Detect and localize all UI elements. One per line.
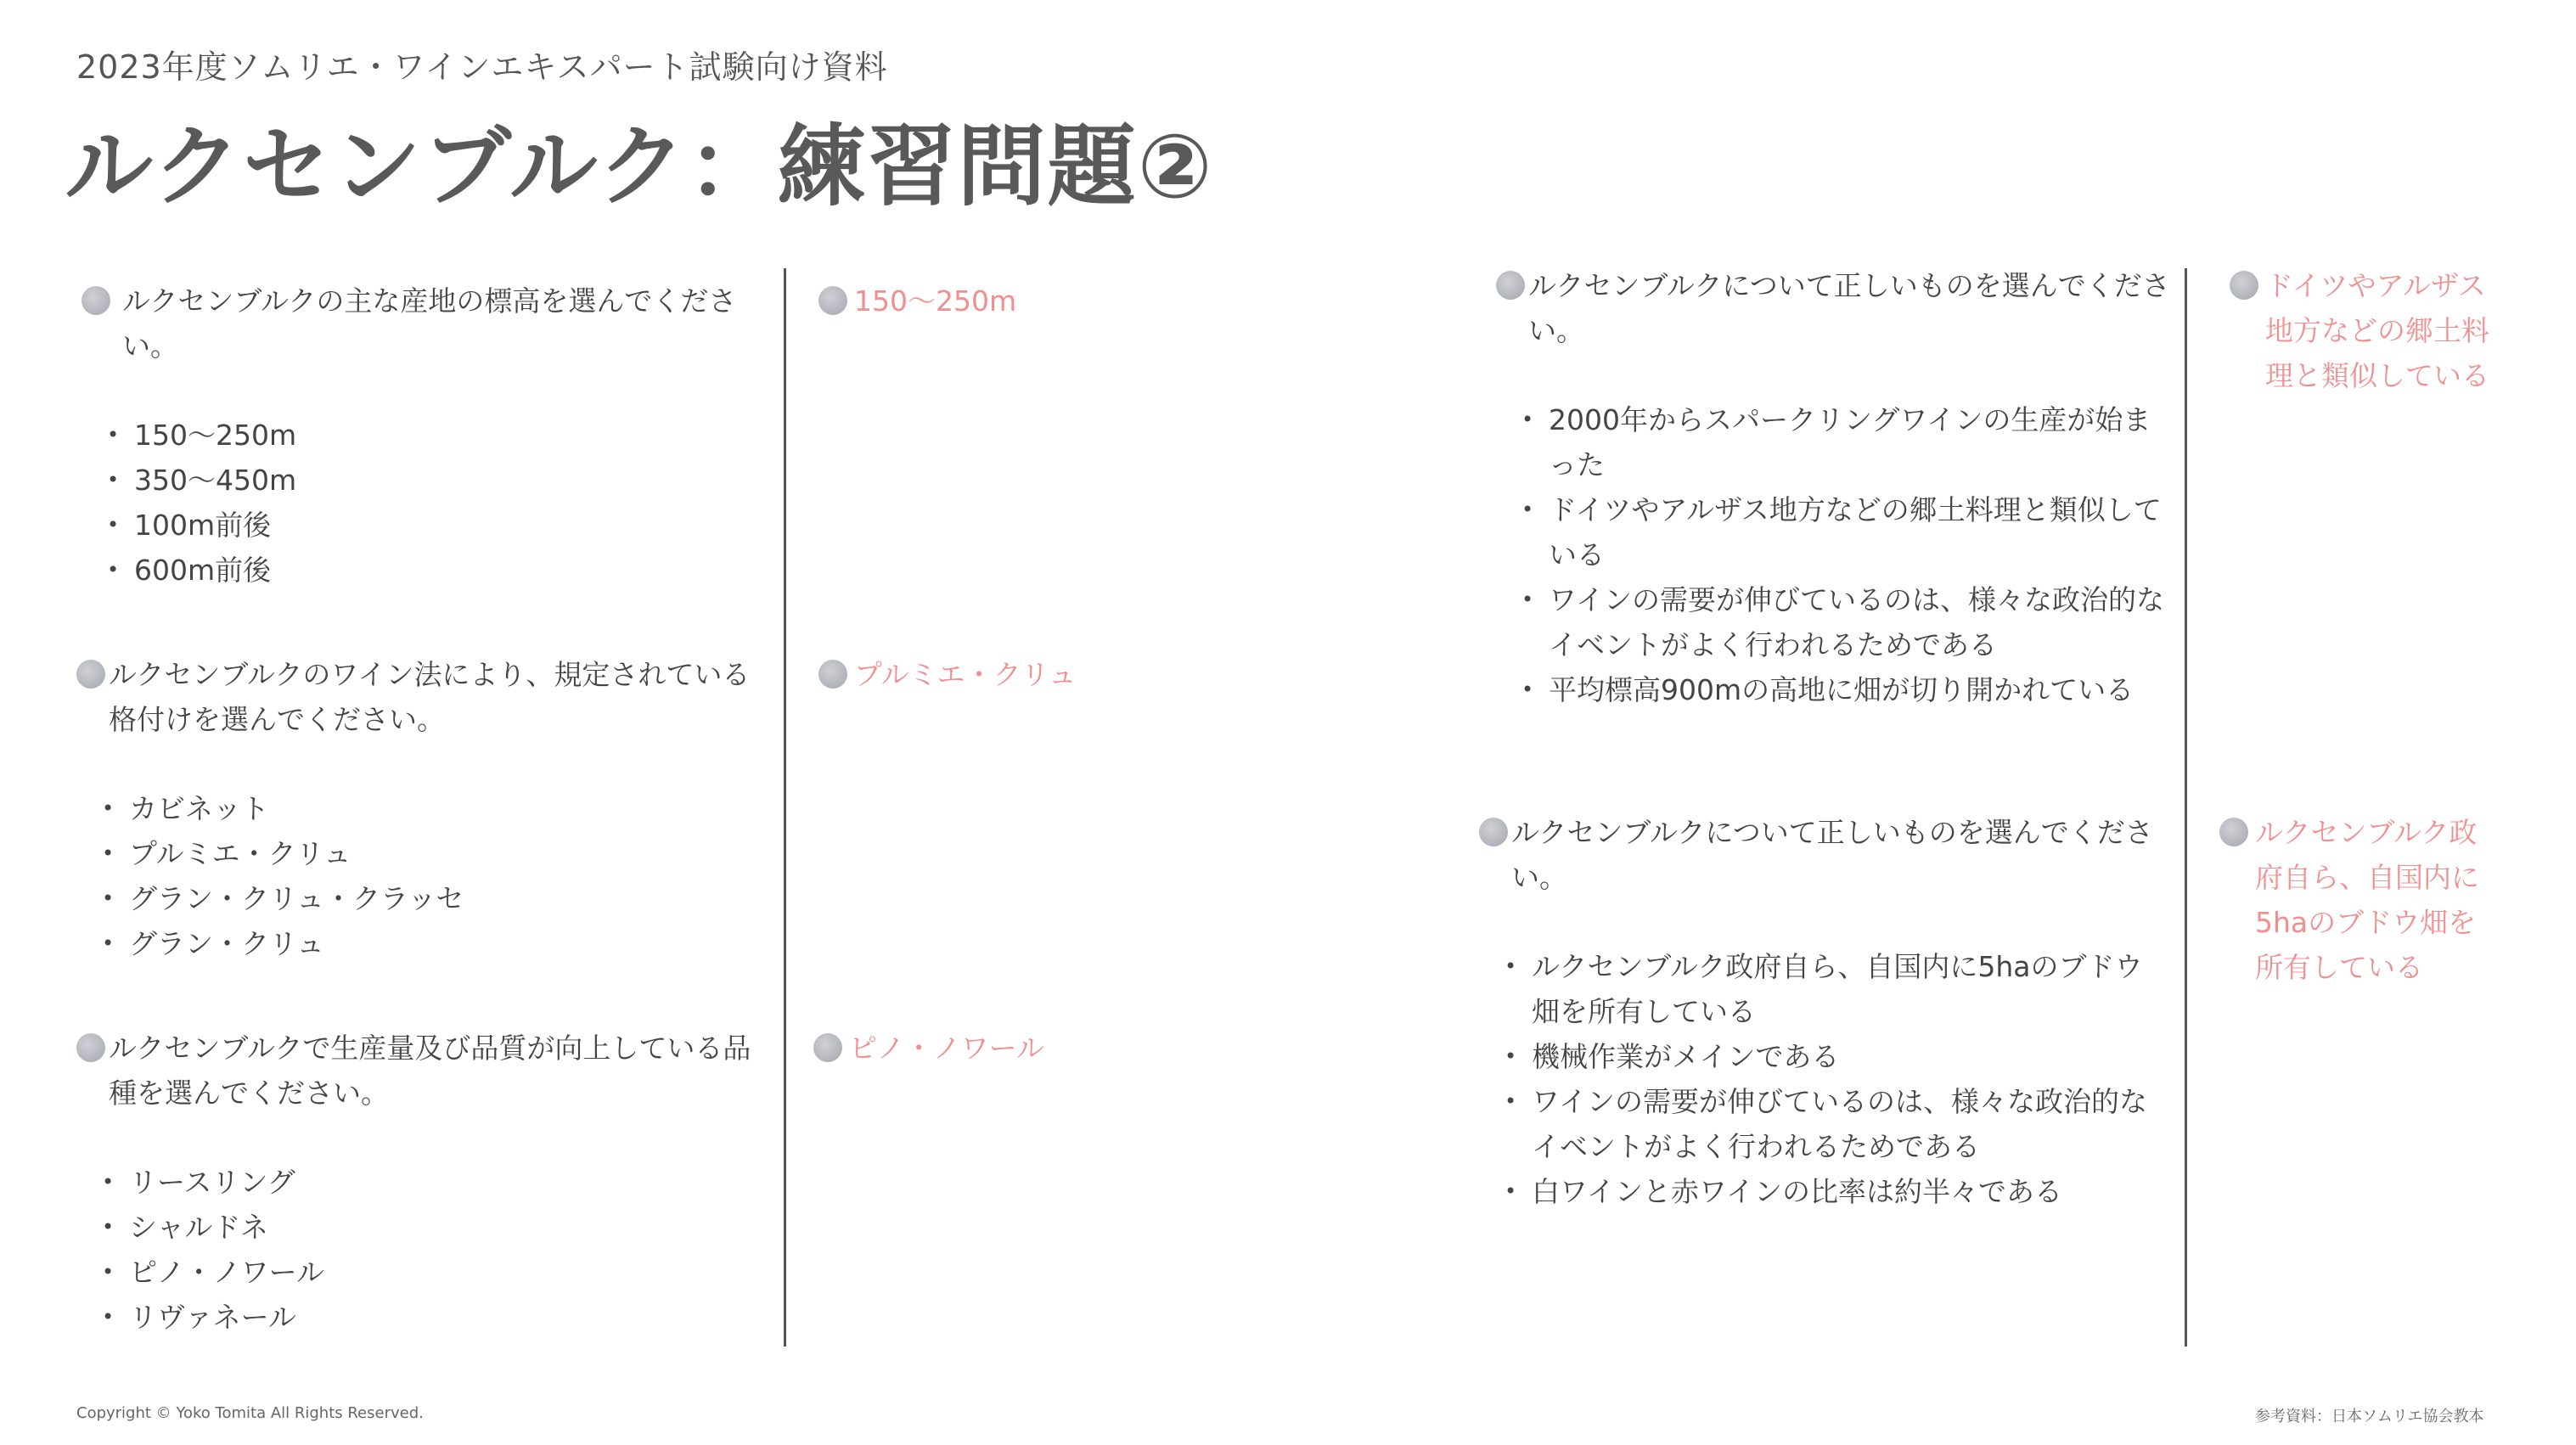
answer-text: プルミエ・クリュ [854, 658, 1077, 691]
divider-left [784, 268, 786, 1347]
option-item: • 平均標高900mの高地に畑が切り開かれている [1521, 667, 2175, 712]
copyright: Copyright © Yoko Tomita All Rights Reserved. [76, 1404, 424, 1422]
bullet-dot-icon [813, 1033, 842, 1062]
option-item: • 機械作業がメインである [1505, 1034, 2158, 1079]
bullet-dot-icon [1479, 818, 1508, 846]
bullet-dot-icon [2219, 818, 2248, 846]
option-item: • シャルドネ [102, 1205, 773, 1250]
bullet-dot-icon [1496, 271, 1525, 300]
option-item: • 150〜250m [107, 413, 778, 458]
question-text: ルクセンブルクのワイン法により、規定されている格付けを選んでください。 [109, 658, 751, 736]
option-item: • ワインの需要が伸びているのは、様々な政治的なイベントがよく行われるためである [1521, 577, 2175, 667]
option-item: • 350〜450m [107, 458, 778, 503]
option-item: • ルクセンブルク政府自ら、自国内に5haのブドウ畑を所有している [1505, 944, 2158, 1034]
answer-text: ドイツやアルザス地方などの郷土料理と類似している [2265, 269, 2489, 392]
option-list [102, 786, 773, 966]
bullet-dot-icon [2230, 271, 2258, 300]
option-item: • グラン・クリュ・クラッセ [102, 876, 773, 921]
option-list [1505, 944, 2158, 1214]
option-item: • プルミエ・クリュ [102, 831, 773, 876]
question-text: ルクセンブルクについて正しいものを選んでください。 [1511, 816, 2153, 894]
question-block-5 [1479, 810, 2158, 1214]
option-list [107, 413, 778, 593]
subtitle: 2023年度ソムリエ・ワインエキスパート試験向け資料 [76, 48, 888, 86]
bullet-dot-icon [82, 286, 110, 315]
answer-block-4 [2230, 263, 2510, 398]
bullet-dot-icon [76, 1033, 105, 1062]
divider-right [2185, 268, 2187, 1347]
option-item: • ワインの需要が伸びているのは、様々な政治的なイベントがよく行われるためである [1505, 1079, 2158, 1169]
option-item: • グラン・クリュ [102, 921, 773, 966]
answer-block-2 [818, 652, 1158, 697]
answer-block-5 [2219, 810, 2500, 990]
answer-block-1 [818, 278, 1158, 323]
option-item: • 600m前後 [107, 548, 778, 593]
option-item: • カビネット [102, 786, 773, 831]
page-title: ルクセンブルク：練習問題② [65, 115, 1214, 218]
reference-note: 参考資料：日本ソムリエ協会教本 [2255, 1408, 2484, 1425]
question-block-3 [76, 1026, 773, 1340]
answer-block-3 [813, 1026, 1153, 1071]
option-item: • リースリング [102, 1160, 773, 1205]
question-block-2 [76, 652, 773, 966]
answer-text: ルクセンブルク政府自ら、自国内に5haのブドウ畑を所有している [2255, 816, 2479, 984]
answer-text: 150〜250m [854, 284, 1017, 318]
question-text: ルクセンブルクで生産量及び品質が向上している品種を選んでください。 [109, 1032, 751, 1110]
question-block-4 [1496, 263, 2175, 712]
option-item: • 100m前後 [107, 503, 778, 548]
bullet-dot-icon [818, 286, 847, 315]
option-list [102, 1160, 773, 1340]
option-list [1521, 397, 2175, 712]
question-block-1 [82, 278, 778, 593]
bullet-dot-icon [76, 660, 105, 689]
option-item: • ドイツやアルザス地方などの郷土料理と類似している [1521, 487, 2175, 577]
option-item: • 2000年からスパークリングワインの生産が始まった [1521, 397, 2175, 487]
question-text: ルクセンブルクについて正しいものを選んでください。 [1528, 269, 2170, 347]
bullet-dot-icon [818, 660, 847, 689]
question-text: ルクセンブルクの主な産地の標高を選んでください。 [122, 284, 737, 363]
answer-text: ピノ・ノワール [849, 1032, 1045, 1065]
option-item: • リヴァネール [102, 1295, 773, 1340]
option-item: • ピノ・ノワール [102, 1250, 773, 1295]
option-item: • 白ワインと赤ワインの比率は約半々である [1505, 1169, 2158, 1214]
